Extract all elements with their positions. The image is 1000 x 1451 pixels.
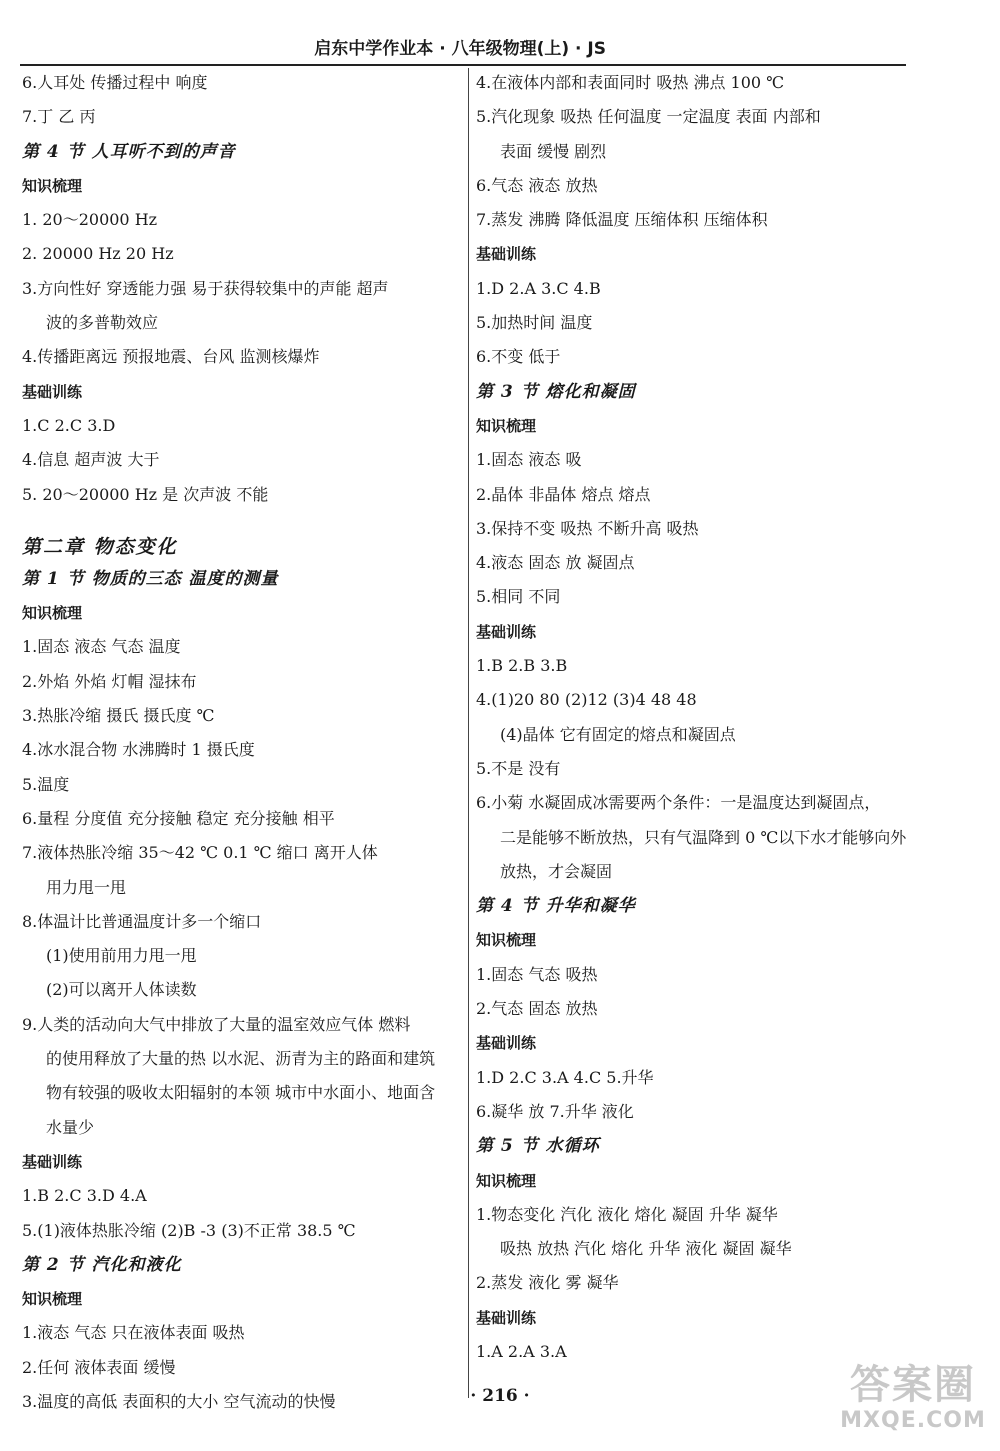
answer-line: 2.气态 固态 放热 bbox=[476, 999, 598, 1019]
subsection-label: 知识梳理 bbox=[22, 1290, 83, 1309]
answer-line: 3.热胀冷缩 摄氏 摄氏度 ℃ bbox=[22, 706, 215, 726]
answer-line: 1.固态 液态 吸 bbox=[476, 450, 582, 470]
answer-line: 吸热 放热 汽化 熔化 升华 液化 凝固 凝华 bbox=[500, 1239, 792, 1259]
subsection-label: 基础训练 bbox=[22, 382, 83, 401]
answer-line: 5.温度 bbox=[22, 774, 70, 794]
section-heading: 第 2 节 汽化和液化 bbox=[22, 1254, 182, 1275]
answer-line: 水量少 bbox=[46, 1117, 95, 1137]
right-column bbox=[476, 66, 916, 1369]
subsection-label: 基础训练 bbox=[476, 1308, 537, 1327]
answer-line: 2.蒸发 液化 雾 凝华 bbox=[476, 1273, 619, 1293]
answer-line: 5.汽化现象 吸热 任何温度 一定温度 表面 内部和 bbox=[476, 107, 821, 127]
chapter-heading: 第二章 物态变化 bbox=[22, 535, 178, 558]
subsection-label: 知识梳理 bbox=[22, 604, 83, 623]
answer-line: 6.人耳处 传播过程中 响度 bbox=[22, 73, 208, 92]
answer-line: 3.保持不变 吸热 不断升高 吸热 bbox=[476, 518, 699, 538]
subsection-label: 知识梳理 bbox=[476, 416, 537, 435]
answer-line: 1.B 2.B 3.B bbox=[476, 656, 568, 676]
answer-line: 4.传播距离远 预报地震、台风 监测核爆炸 bbox=[22, 347, 320, 367]
answer-line: 7.丁 乙 丙 bbox=[22, 107, 96, 127]
answer-line: 6.气态 液态 放热 bbox=[476, 175, 598, 195]
answer-line: 4.在液体内部和表面同时 吸热 沸点 100 ℃ bbox=[476, 73, 785, 92]
watermark-site: MXQE.COM bbox=[840, 1408, 986, 1433]
answer-line: 波的多普勒效应 bbox=[46, 313, 159, 333]
answer-line: 2. 20000 Hz 20 Hz bbox=[22, 244, 174, 264]
subsection-label: 知识梳理 bbox=[476, 1171, 537, 1190]
subsection-label: 知识梳理 bbox=[22, 176, 83, 195]
page-header bbox=[20, 28, 906, 66]
answer-line: 6.不变 低于 bbox=[476, 347, 561, 367]
answer-line: 1.C 2.C 3.D bbox=[22, 415, 116, 435]
answer-line: 1.D 2.A 3.C 4.B bbox=[476, 278, 601, 298]
answer-line: 1.物态变化 汽化 液化 熔化 凝固 升华 凝华 bbox=[476, 1204, 778, 1224]
subsection-label: 基础训练 bbox=[476, 622, 537, 641]
answer-line: 3.方向性好 穿透能力强 易于获得较集中的声能 超声 bbox=[22, 278, 389, 298]
answer-line: 6.量程 分度值 充分接触 稳定 充分接触 相平 bbox=[22, 808, 335, 828]
subsection-label: 基础训练 bbox=[476, 245, 537, 264]
answer-line: 物有较强的吸收太阳辐射的本领 城市中水面小、地面含 bbox=[46, 1083, 436, 1103]
answer-line: 4.液态 固态 放 凝固点 bbox=[476, 553, 635, 573]
column-divider bbox=[468, 68, 469, 1398]
answer-line: 5.相同 不同 bbox=[476, 587, 561, 607]
answer-line: 1.B 2.C 3.D 4.A bbox=[22, 1186, 147, 1206]
answer-line: 8.体温计比普通温度计多一个缩口 bbox=[22, 911, 262, 931]
answer-line: 5.(1)液体热胀冷缩 (2)B -3 (3)不正常 38.5 ℃ bbox=[22, 1220, 356, 1240]
answer-line: 2.任何 液体表面 缓慢 bbox=[22, 1357, 176, 1377]
answer-line: 6.凝华 放 7.升华 液化 bbox=[476, 1101, 634, 1121]
watermark-logo bbox=[838, 1361, 988, 1441]
answer-line: 二是能够不断放热，只有气温降到 0 ℃以下水才能够向外 bbox=[500, 827, 907, 847]
answer-line: 5.不是 没有 bbox=[476, 758, 561, 778]
answer-line: 7.液体热胀冷缩 35～42 ℃ 0.1 ℃ 缩口 离开人体 bbox=[22, 843, 378, 863]
answer-line: 2.晶体 非晶体 熔点 熔点 bbox=[476, 484, 651, 504]
answer-line: (1)使用前用力甩一甩 bbox=[46, 946, 197, 966]
answer-line: 7.蒸发 沸腾 降低温度 压缩体积 压缩体积 bbox=[476, 210, 768, 230]
answer-line: 3.温度的高低 表面积的大小 空气流动的快慢 bbox=[22, 1391, 336, 1411]
answer-line: 1.固态 气态 吸热 bbox=[476, 964, 598, 984]
answer-line: 2.外焰 外焰 灯帽 湿抹布 bbox=[22, 671, 197, 691]
section-heading: 第 1 节 物质的三态 温度的测量 bbox=[22, 568, 279, 589]
answer-line: 4.(1)20 80 (2)12 (3)4 48 48 bbox=[476, 690, 697, 710]
answer-line: 1.液态 气态 只在液体表面 吸热 bbox=[22, 1323, 245, 1343]
answer-line: (2)可以离开人体读数 bbox=[46, 980, 197, 1000]
subsection-label: 基础训练 bbox=[476, 1034, 537, 1053]
answer-line: 1.D 2.C 3.A 4.C 5.升华 bbox=[476, 1067, 654, 1087]
answer-line: 1. 20～20000 Hz bbox=[22, 210, 158, 230]
answer-line: 9.人类的活动向大气中排放了大量的温室效应气体 燃料 bbox=[22, 1014, 411, 1034]
answer-line: 4.信息 超声波 大于 bbox=[22, 450, 160, 470]
section-heading: 第 5 节 水循环 bbox=[476, 1136, 600, 1157]
answer-line: 5. 20～20000 Hz 是 次声波 不能 bbox=[22, 484, 269, 504]
answer-line: 的使用释放了大量的热 以水泥、沥青为主的路面和建筑 bbox=[46, 1049, 436, 1069]
section-heading: 第 4 节 升华和凝华 bbox=[476, 896, 636, 917]
left-column bbox=[22, 66, 462, 1419]
answer-line: 6.小菊 水凝固成冰需要两个条件：一是温度达到凝固点， bbox=[476, 793, 881, 813]
answer-line: 放热，才会凝固 bbox=[500, 861, 613, 881]
answer-line: 1.A 2.A 3.A bbox=[476, 1341, 567, 1361]
answer-line: (4)晶体 它有固定的熔点和凝固点 bbox=[500, 724, 736, 744]
answer-line: 用力甩一甩 bbox=[46, 877, 127, 897]
page-number: · 216 · bbox=[470, 1386, 530, 1406]
watermark-text: 答案圈 bbox=[850, 1362, 976, 1408]
answer-line: 1.固态 液态 气态 温度 bbox=[22, 637, 181, 657]
answer-line: 4.冰水混合物 水沸腾时 1 摄氏度 bbox=[22, 740, 255, 760]
section-heading: 第 3 节 熔化和凝固 bbox=[476, 381, 636, 402]
answer-line: 5.加热时间 温度 bbox=[476, 313, 593, 333]
header-title: 启东中学作业本 · 八年级物理(上) · JS bbox=[314, 39, 606, 59]
subsection-label: 知识梳理 bbox=[476, 931, 537, 950]
subsection-label: 基础训练 bbox=[22, 1152, 83, 1171]
answer-line: 表面 缓慢 剧烈 bbox=[500, 141, 607, 161]
section-heading: 第 4 节 人耳听不到的声音 bbox=[22, 141, 236, 162]
